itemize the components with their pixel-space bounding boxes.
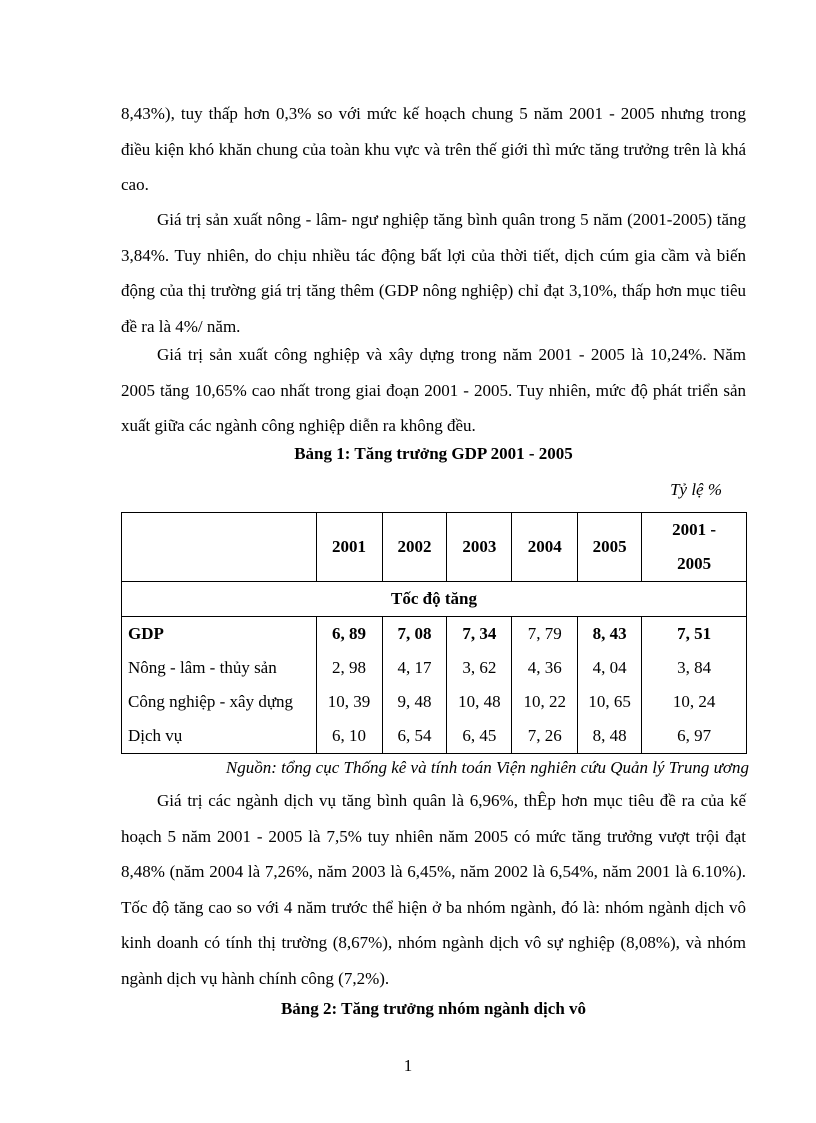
cell-value: 10, 39 <box>316 685 382 719</box>
cell-value: 4, 17 <box>382 651 447 685</box>
cell-value: 6, 54 <box>382 719 447 754</box>
header-period-line2: 2005 <box>677 554 712 573</box>
row-label: Nông - lâm - thủy sản <box>122 651 317 685</box>
row-label: Dịch vụ <box>122 719 317 754</box>
table-row <box>122 651 747 685</box>
cell-value: 6, 97 <box>642 719 747 754</box>
table-row <box>122 719 747 754</box>
cell-value: 7, 51 <box>642 617 747 652</box>
cell-value: 4, 36 <box>512 651 578 685</box>
cell-value: 7, 08 <box>382 617 447 652</box>
header-2001: 2001 <box>316 513 382 582</box>
cell-value: 3, 84 <box>642 651 747 685</box>
table2-caption: Bảng 2: Tăng trưởng nhóm ngành dịch vô <box>280 999 587 1018</box>
cell-value: 10, 65 <box>578 685 642 719</box>
cell-value: 10, 24 <box>642 685 747 719</box>
paragraph-industry: Giá trị sản xuất công nghiệp và xây dựng trong năm 2001 - 2005 là 10,24%. Năm 2005 tăng 10,65% cao nhất trong giai đoạn 2001 - 2005. Tuy nhiên, mức độ phát triển sản xuất giữa các ngành công nghiệp diễn ra không đều. <box>121 345 746 435</box>
cell-value: 6, 89 <box>316 617 382 652</box>
header-2004: 2004 <box>512 513 578 582</box>
header-period-line1: 2001 - <box>672 520 717 539</box>
header-2003: 2003 <box>447 513 512 582</box>
header-2002: 2002 <box>382 513 447 582</box>
row-label: Công nghiệp - xây dựng <box>122 685 317 719</box>
paragraph-services: Giá trị các ngành dịch vụ tăng bình quân là 6,96%, thÊp hơn mục tiêu đề ra của kế hoạch 5 năm 2001 - 2005 là 7,5% tuy nhiên năm 2005 có mức tăng trưởng vượt trội đạt 8,48% (năm 2004 là 7,26%, năm 2003 là 6,45%, năm 2002 là 6,54%, năm 2001 là 6.10%). Tốc độ tăng cao so với 4 năm trước thể hiện ở ba nhóm ngành, đó là: nhóm ngành dịch vô kinh doanh có tính thị trường (8,67%), nhóm ngành dịch vô sự nghiệp (8,08%), và nhóm ngành dịch vụ hành chính công (7,2%). <box>121 791 746 988</box>
header-2005: 2005 <box>578 513 642 582</box>
page-number: 1 <box>403 1056 413 1075</box>
cell-value: 3, 62 <box>447 651 512 685</box>
gdp-growth-table <box>121 512 747 754</box>
table-row <box>122 685 747 719</box>
cell-value: 2, 98 <box>316 651 382 685</box>
cell-value: 10, 48 <box>447 685 512 719</box>
cell-value: 6, 10 <box>316 719 382 754</box>
table1-source-note: Nguồn: tổng cục Thống kê và tính toán Viện nghiên cứu Quản lý Trung ương <box>225 758 749 777</box>
header-period <box>642 513 747 582</box>
cell-value: 9, 48 <box>382 685 447 719</box>
row-label: GDP <box>122 617 317 652</box>
cell-value: 4, 04 <box>578 651 642 685</box>
table-section-row <box>122 582 747 617</box>
cell-value: 7, 34 <box>447 617 512 652</box>
table1-caption: Bảng 1: Tăng trưởng GDP 2001 - 2005 <box>294 444 573 463</box>
cell-value: 7, 79 <box>512 617 578 652</box>
table1-unit: Tỷ lệ % <box>670 480 722 499</box>
table-header-row <box>122 513 747 582</box>
cell-value: 8, 48 <box>578 719 642 754</box>
paragraph-continuation: 8,43%), tuy thấp hơn 0,3% so với mức kế hoạch chung 5 năm 2001 - 2005 nhưng trong điều kiện khó khăn chung của toàn khu vực và trên thế giới thì mức tăng trưởng trên là khá cao. <box>121 104 746 194</box>
section-label: Tốc độ tăng <box>122 582 747 617</box>
paragraph-agriculture: Giá trị sản xuất nông - lâm- ngư nghiệp tăng bình quân trong 5 năm (2001-2005) tăng 3,84%. Tuy nhiên, do chịu nhiều tác động bất lợi của thời tiết, dịch cúm gia cầm và biến động của thị trường giá trị tăng thêm (GDP nông nghiệp) chỉ đạt 3,10%, thấp hơn mục tiêu đề ra là 4%/ năm. <box>121 210 746 336</box>
header-blank <box>122 513 317 582</box>
cell-value: 8, 43 <box>578 617 642 652</box>
cell-value: 6, 45 <box>447 719 512 754</box>
cell-value: 10, 22 <box>512 685 578 719</box>
cell-value: 7, 26 <box>512 719 578 754</box>
table-row <box>122 617 747 652</box>
